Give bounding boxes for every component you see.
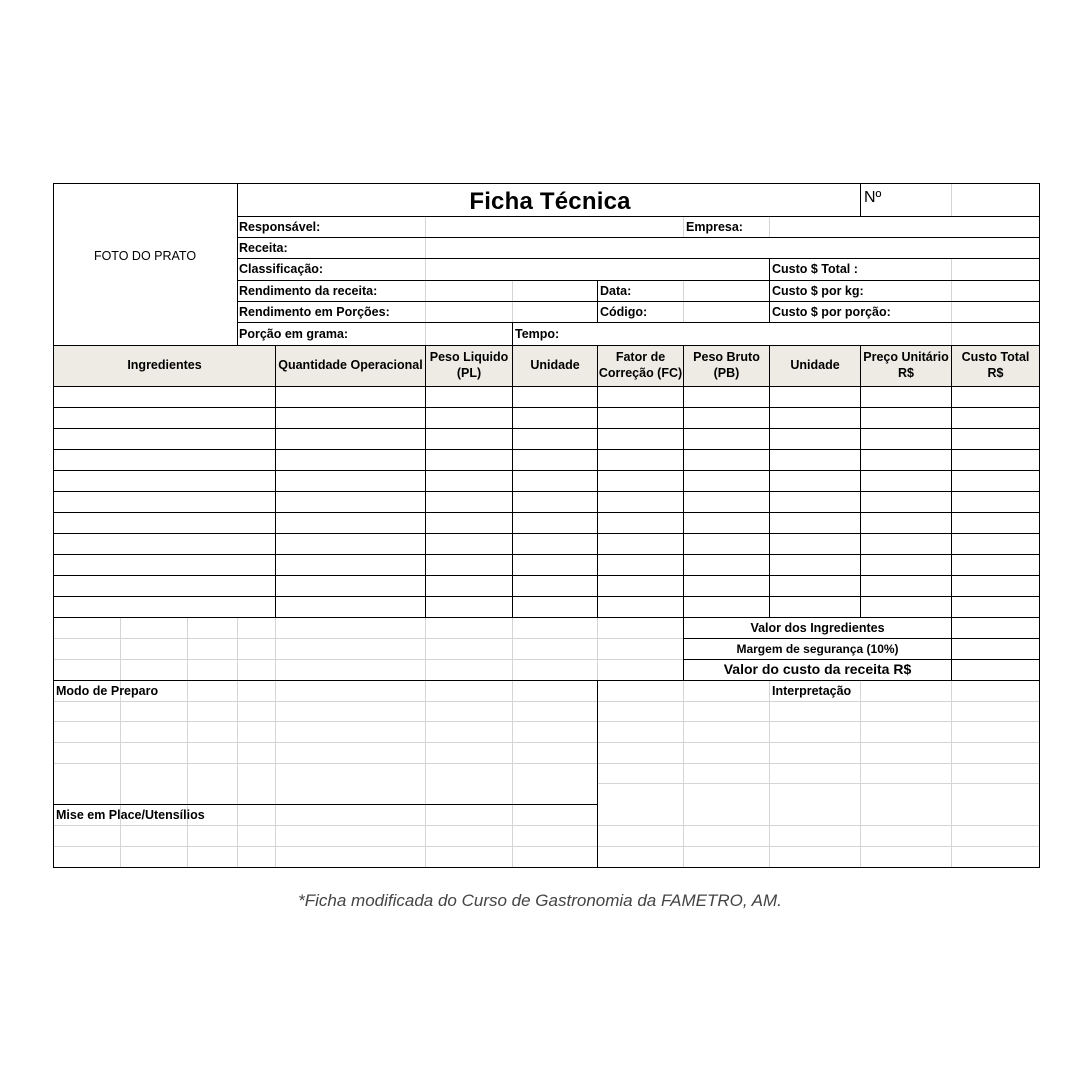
field-receita: Receita: [239, 241, 288, 255]
valor-custo-receita-label: Valor do custo da receita R$ [723, 661, 912, 677]
field-rendimento-porcoes: Rendimento em Porções: [239, 305, 390, 319]
col-custo-total: Custo Total R$ [961, 349, 1030, 380]
field-responsavel: Responsável: [239, 220, 321, 234]
col-peso-bruto: Peso Bruto (PB) [693, 349, 760, 380]
col-peso-liquido: Peso Liquido (PL) [429, 349, 509, 380]
col-quantidade-operacional: Quantidade Operacional [278, 357, 423, 372]
mise-en-place-label: Mise em Place/Utensílios [56, 808, 205, 822]
col-ingredientes: Ingredientes [127, 357, 202, 372]
col-preco-unitario: Preço Unitário R$ [863, 349, 949, 380]
modo-preparo-label: Modo de Preparo [56, 684, 159, 698]
field-classificacao: Classificação: [239, 262, 324, 276]
field-porcao-grama: Porção em grama: [239, 327, 349, 341]
interpretacao-label: Interpretação [772, 684, 852, 698]
form-title: Ficha Técnica [469, 188, 631, 215]
footnote: *Ficha modificada do Curso de Gastronomia da FAMETRO, AM. [298, 891, 782, 910]
col-unidade-2: Unidade [790, 357, 840, 372]
field-rendimento-receita: Rendimento da receita: [239, 284, 378, 298]
field-codigo: Código: [600, 305, 648, 319]
field-empresa: Empresa: [686, 220, 743, 234]
dish-photo-placeholder: FOTO DO PRATO [93, 249, 197, 263]
valor-ingredientes-label: Valor dos Ingredientes [750, 621, 885, 635]
field-custo-porcao: Custo $ por porção: [772, 305, 891, 319]
field-tempo: Tempo: [515, 327, 560, 341]
margem-seguranca-label: Margem de segurança (10%) [736, 642, 899, 656]
col-unidade-1: Unidade [530, 357, 580, 372]
number-label: Nº [864, 189, 882, 206]
col-fator-correcao: Fator de Correção (FC) [598, 349, 683, 380]
field-custo-kg: Custo $ por kg: [772, 284, 864, 298]
field-custo-total: Custo $ Total : [772, 262, 858, 276]
technical-sheet-form [53, 183, 1040, 868]
field-data: Data: [600, 284, 632, 298]
